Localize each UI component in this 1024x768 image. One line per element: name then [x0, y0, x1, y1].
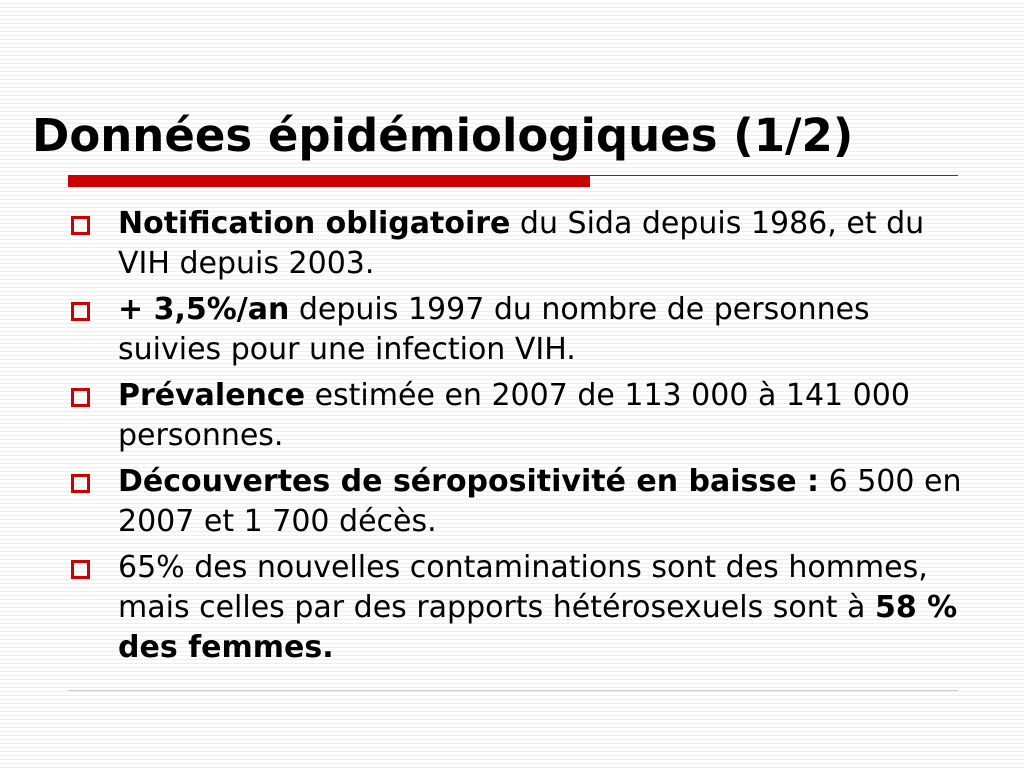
- bullet-item-prevalence: [68, 376, 968, 456]
- bullet-item-notification: [68, 204, 968, 284]
- bullet-emphasis: 58 % des femmes.: [118, 590, 958, 665]
- bullet-emphasis: + 3,5%/an: [118, 292, 290, 327]
- bullet-body: du Sida depuis 1986, et du VIH depuis 2003.: [118, 206, 925, 281]
- bullet-emphasis: Découvertes de séropositivité en baisse :: [118, 464, 820, 499]
- bullet-item-discoveries: [68, 462, 968, 542]
- hollow-square-bullet-icon: [71, 302, 90, 321]
- bullet-text: [118, 550, 957, 665]
- bullet-item-contaminations: [68, 548, 968, 668]
- hollow-square-bullet-icon: [71, 216, 90, 235]
- bullet-body: 65% des nouvelles contaminations sont des hommes, mais celles par des rapports hétérosexuels sont à: [118, 550, 928, 625]
- bullet-body: 6 500 en 2007 et 1 700 décès.: [118, 464, 962, 539]
- bullet-text: [118, 292, 870, 367]
- bullet-text: [118, 378, 910, 453]
- bullet-list: [68, 204, 968, 674]
- hollow-square-bullet-icon: [71, 388, 90, 407]
- bullet-text: [118, 464, 961, 539]
- bullet-emphasis: Prévalence: [118, 378, 306, 413]
- hollow-square-bullet-icon: [71, 474, 90, 493]
- title-underline-thick: [68, 175, 590, 187]
- bullet-item-growth: [68, 290, 968, 370]
- bullet-body: depuis 1997 du nombre de personnes suivies pour une infection VIH.: [118, 292, 870, 367]
- bullet-text: [118, 206, 924, 281]
- bullet-emphasis: Notification obligatoire: [118, 206, 511, 241]
- footer-rule: [68, 690, 958, 691]
- hollow-square-bullet-icon: [71, 560, 90, 579]
- bullet-body: estimée en 2007 de 113 000 à 141 000 personnes.: [118, 378, 910, 453]
- slide-title: Données épidémiologiques (1/2): [32, 109, 854, 162]
